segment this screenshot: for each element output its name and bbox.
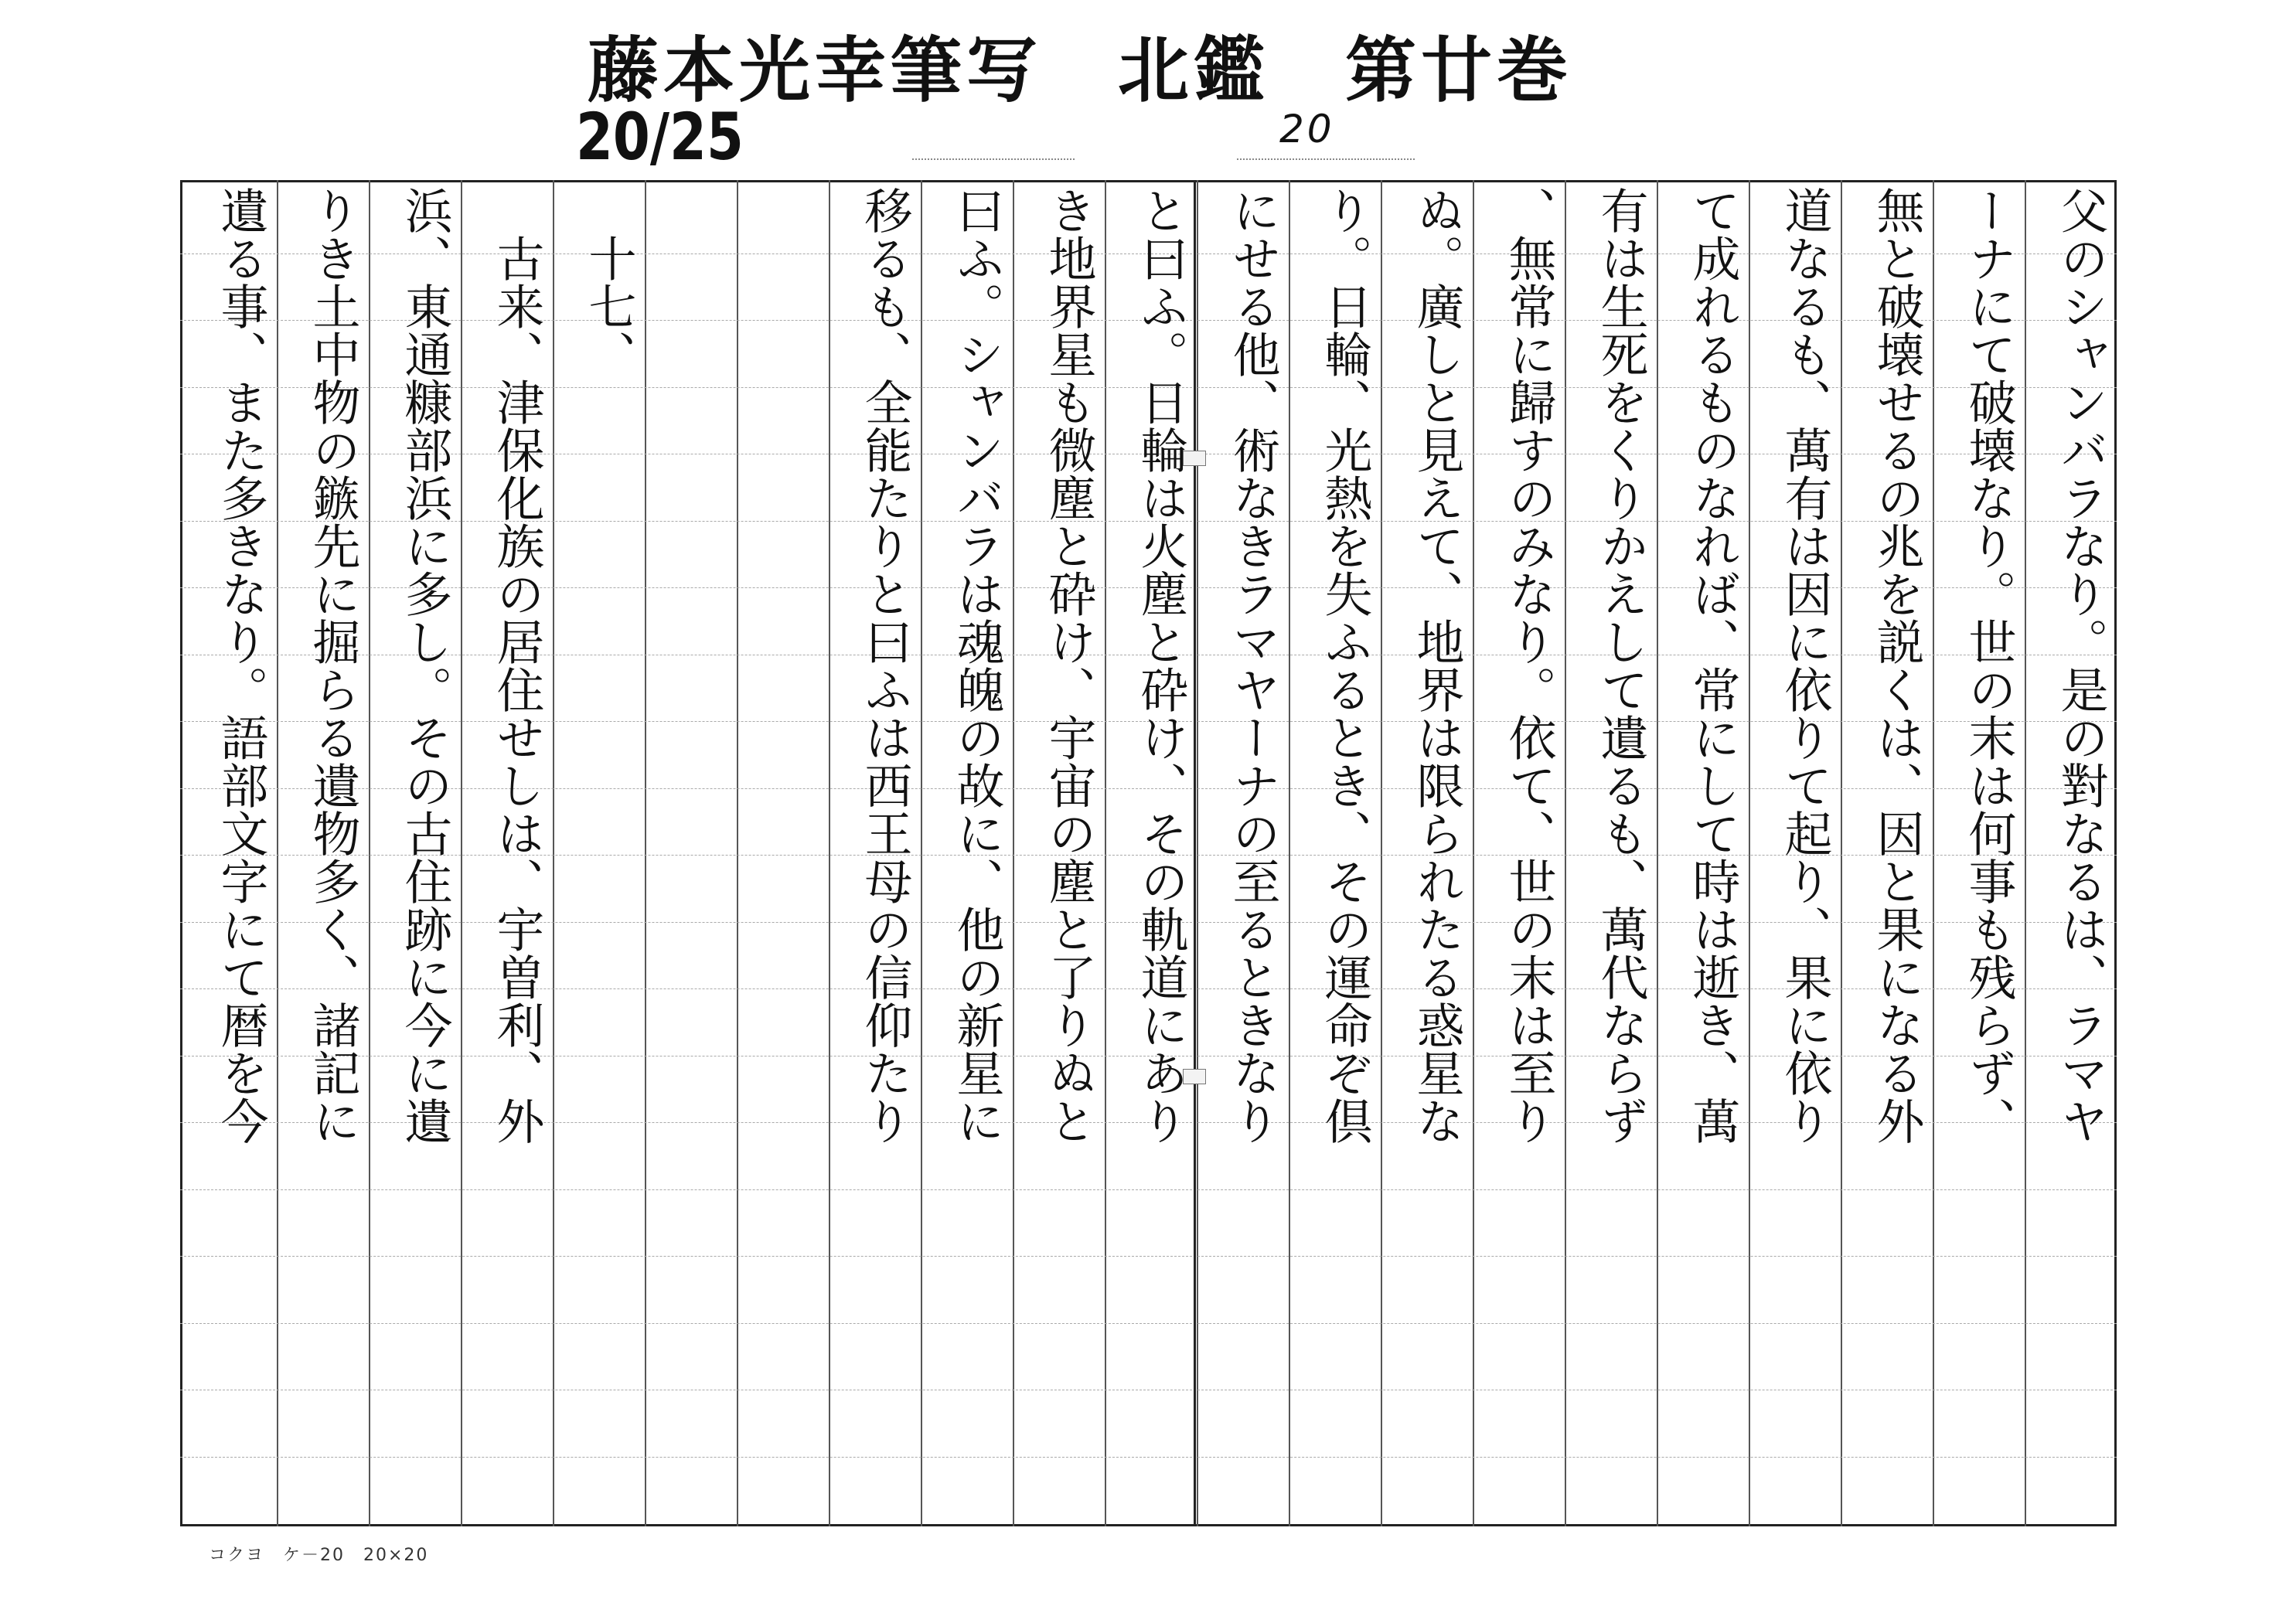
page-count: 20/25 <box>576 99 744 175</box>
manuscript-column-13: 曰ふ。シャンバラは魂魄の故に、他の新星に <box>949 186 1005 1145</box>
manuscript-column-19: 浜、東通糠部浜に多し。その古住跡に今に遺 <box>397 186 453 1145</box>
manuscript-column-20: りき土中物の鏃先に掘らる遺物多く、諸記に <box>305 186 361 1145</box>
name-line-right <box>1237 158 1415 160</box>
document-title: 藤本光幸筆写 北鑑 第廿巻 <box>588 29 1573 112</box>
manuscript-column-7: 、無常に歸すのみなり。依て、世の末は至り <box>1501 186 1557 1145</box>
manuscript-column-5: て成れるものなれば、常にして時は逝き、萬 <box>1685 186 1741 1145</box>
handwritten-page-number: 20 <box>1279 107 1335 151</box>
manuscript-column-11: と曰ふ。日輪は火塵と砕け、その軌道にあり <box>1133 186 1189 1145</box>
manuscript-column-1: 父のシャンバラなり。是の對なるは、ラマヤ <box>2052 186 2109 1145</box>
manuscript-column-8: ぬ。廣しと見えて、地界は限られたる惑星な <box>1409 186 1465 1145</box>
name-line-left <box>912 158 1075 160</box>
manuscript-column-12: き地界星も微塵と砕け、宇宙の塵と了りぬと <box>1041 186 1097 1145</box>
manuscript-column-17: 十七、 <box>581 186 637 378</box>
manuscript-column-2: ーナにて破壊なり。世の末は何事も残らず、 <box>1960 186 2017 1145</box>
manuscript-column-4: 道なるも、萬有は因に依りて起り、果に依り <box>1777 186 1833 1145</box>
manuscript-column-18: 古来、津保化族の居住せしは、宇曽利、外 <box>489 186 545 1145</box>
manuscript-column-21: 遺る事、また多きなり。語部文字にて暦を今 <box>213 186 269 1145</box>
paper-label: コクヨ ケ－20 20×20 <box>209 1546 429 1565</box>
manuscript-column-3: 無と破壊せるの兆を説くは、因と果になる外 <box>1868 186 1925 1145</box>
manuscript-column-14: 移るも、全能たりと曰ふは西王母の信仰たり <box>857 186 913 1145</box>
manuscript-column-10: にせる他、術なきラマヤーナの至るときなり <box>1225 186 1281 1145</box>
manuscript-column-16 <box>642 186 734 1523</box>
manuscript-column-9: り。日輪、光熱を失ふるとき、その運命ぞ倶 <box>1317 186 1373 1145</box>
manuscript-sheet <box>180 180 2117 1526</box>
manuscript-column-15 <box>734 186 826 1523</box>
manuscript-column-6: 有は生死をくりかえして遺るも、萬代ならず <box>1593 186 1649 1145</box>
